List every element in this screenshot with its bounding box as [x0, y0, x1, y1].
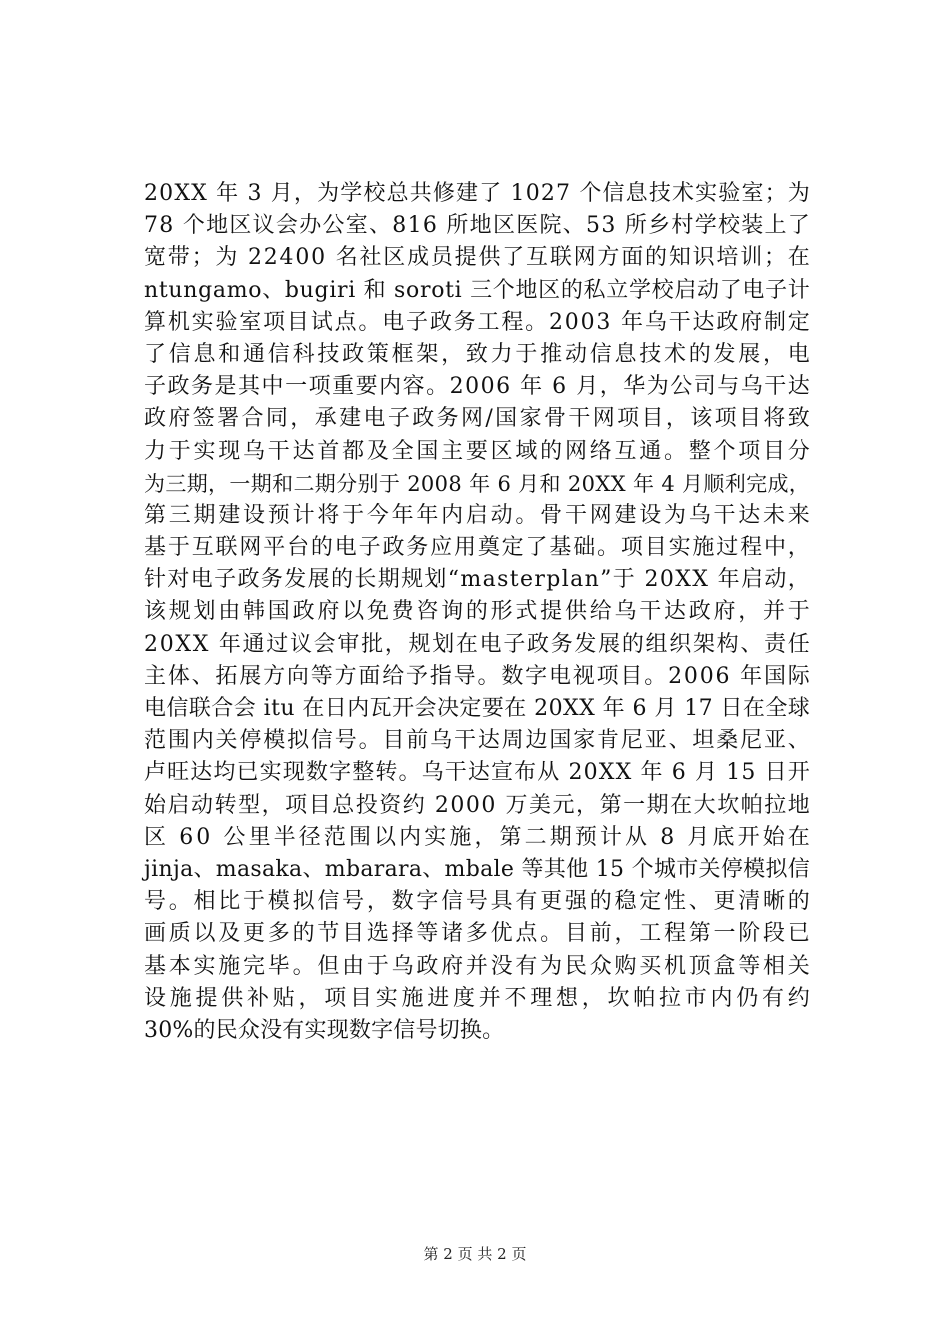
text-line: 基本实施完毕。但由于乌政府并没有为民众购买机顶盒等相关 [144, 953, 813, 979]
page-footer: 第 2 页 共 2 页 [423, 1245, 527, 1263]
text-line: 30%的民众没有实现数字信号切换。 [144, 1017, 505, 1043]
text-line: 了信息和通信科技政策框架，致力于推动信息技术的发展，电 [144, 341, 813, 367]
text-line: 子政务是其中一项重要内容。2006 年 6 月，华为公司与乌干达 [144, 374, 812, 400]
body-paragraph [144, 178, 814, 1047]
text-line: jinja、masaka、mbarara、mbale 等其他 15 个城市关停模拟信 [144, 856, 811, 882]
text-line: 卢旺达均已实现数字整转。乌干达宣布从 20XX 年 6 月 15 日开 [144, 760, 811, 786]
text-line: 政府签署合同，承建电子政务网/国家骨干网项目，该项目将致 [144, 406, 813, 432]
text-line: ntungamo、bugiri 和 soroti 三个地区的私立学校启动了电子计 [144, 277, 811, 303]
text-line: 第三期建设预计将于今年年内启动。骨干网建设为乌干达未来 [144, 502, 813, 528]
text-line: 78 个地区议会办公室、816 所地区医院、53 所乡村学校装上了 [144, 213, 812, 239]
text-line: 画质以及更多的节目选择等诸多优点。目前，工程第一阶段已 [144, 921, 813, 947]
text-line: 该规划由韩国政府以免费咨询的形式提供给乌干达政府，并于 [144, 599, 813, 625]
text-line: 设施提供补贴，项目实施进度并不理想，坎帕拉市内仍有约 [144, 985, 814, 1011]
text-line: 基于互联网平台的电子政务应用奠定了基础。项目实施过程中， [144, 535, 812, 561]
text-line: 范围内关停模拟信号。目前乌干达周边国家肯尼亚、坦桑尼亚、 [144, 728, 812, 754]
text-line: 电信联合会 itu 在日内瓦开会决定要在 20XX 年 6 月 17 日在全球 [144, 696, 811, 721]
text-line: 始启动转型，项目总投资约 2000 万美元，第一期在大坎帕拉地 [144, 792, 812, 818]
text-line: 20XX 年通过议会审批，规划在电子政务发展的组织架构、责任 [144, 631, 812, 657]
text-line: 针对电子政务发展的长期规划“masterplan”于 20XX 年启动， [144, 567, 812, 593]
text-line: 区 60 公里半径范围以内实施，第二期预计从 8 月底开始在 [144, 824, 813, 850]
text-line: 算机实验室项目试点。电子政务工程。2003 年乌干达政府制定 [144, 309, 812, 335]
text-line: 号。相比于模拟信号，数字信号具有更强的稳定性、更清晰的 [144, 889, 813, 915]
text-line: 为三期，一期和二期分别于 2008 年 6 月和 20XX 年 4 月顺利完成， [144, 471, 811, 496]
text-line: 20XX 年 3 月，为学校总共修建了 1027 个信息技术实验室；为 [144, 181, 811, 206]
text-line: 宽带；为 22400 名社区成员提供了互联网方面的知识培训；在 [144, 245, 812, 271]
text-line: 力于实现乌干达首都及全国主要区域的网络互通。整个项目分 [144, 438, 813, 464]
text-line: 主体、拓展方向等方面给予指导。数字电视项目。2006 年国际 [144, 663, 812, 689]
